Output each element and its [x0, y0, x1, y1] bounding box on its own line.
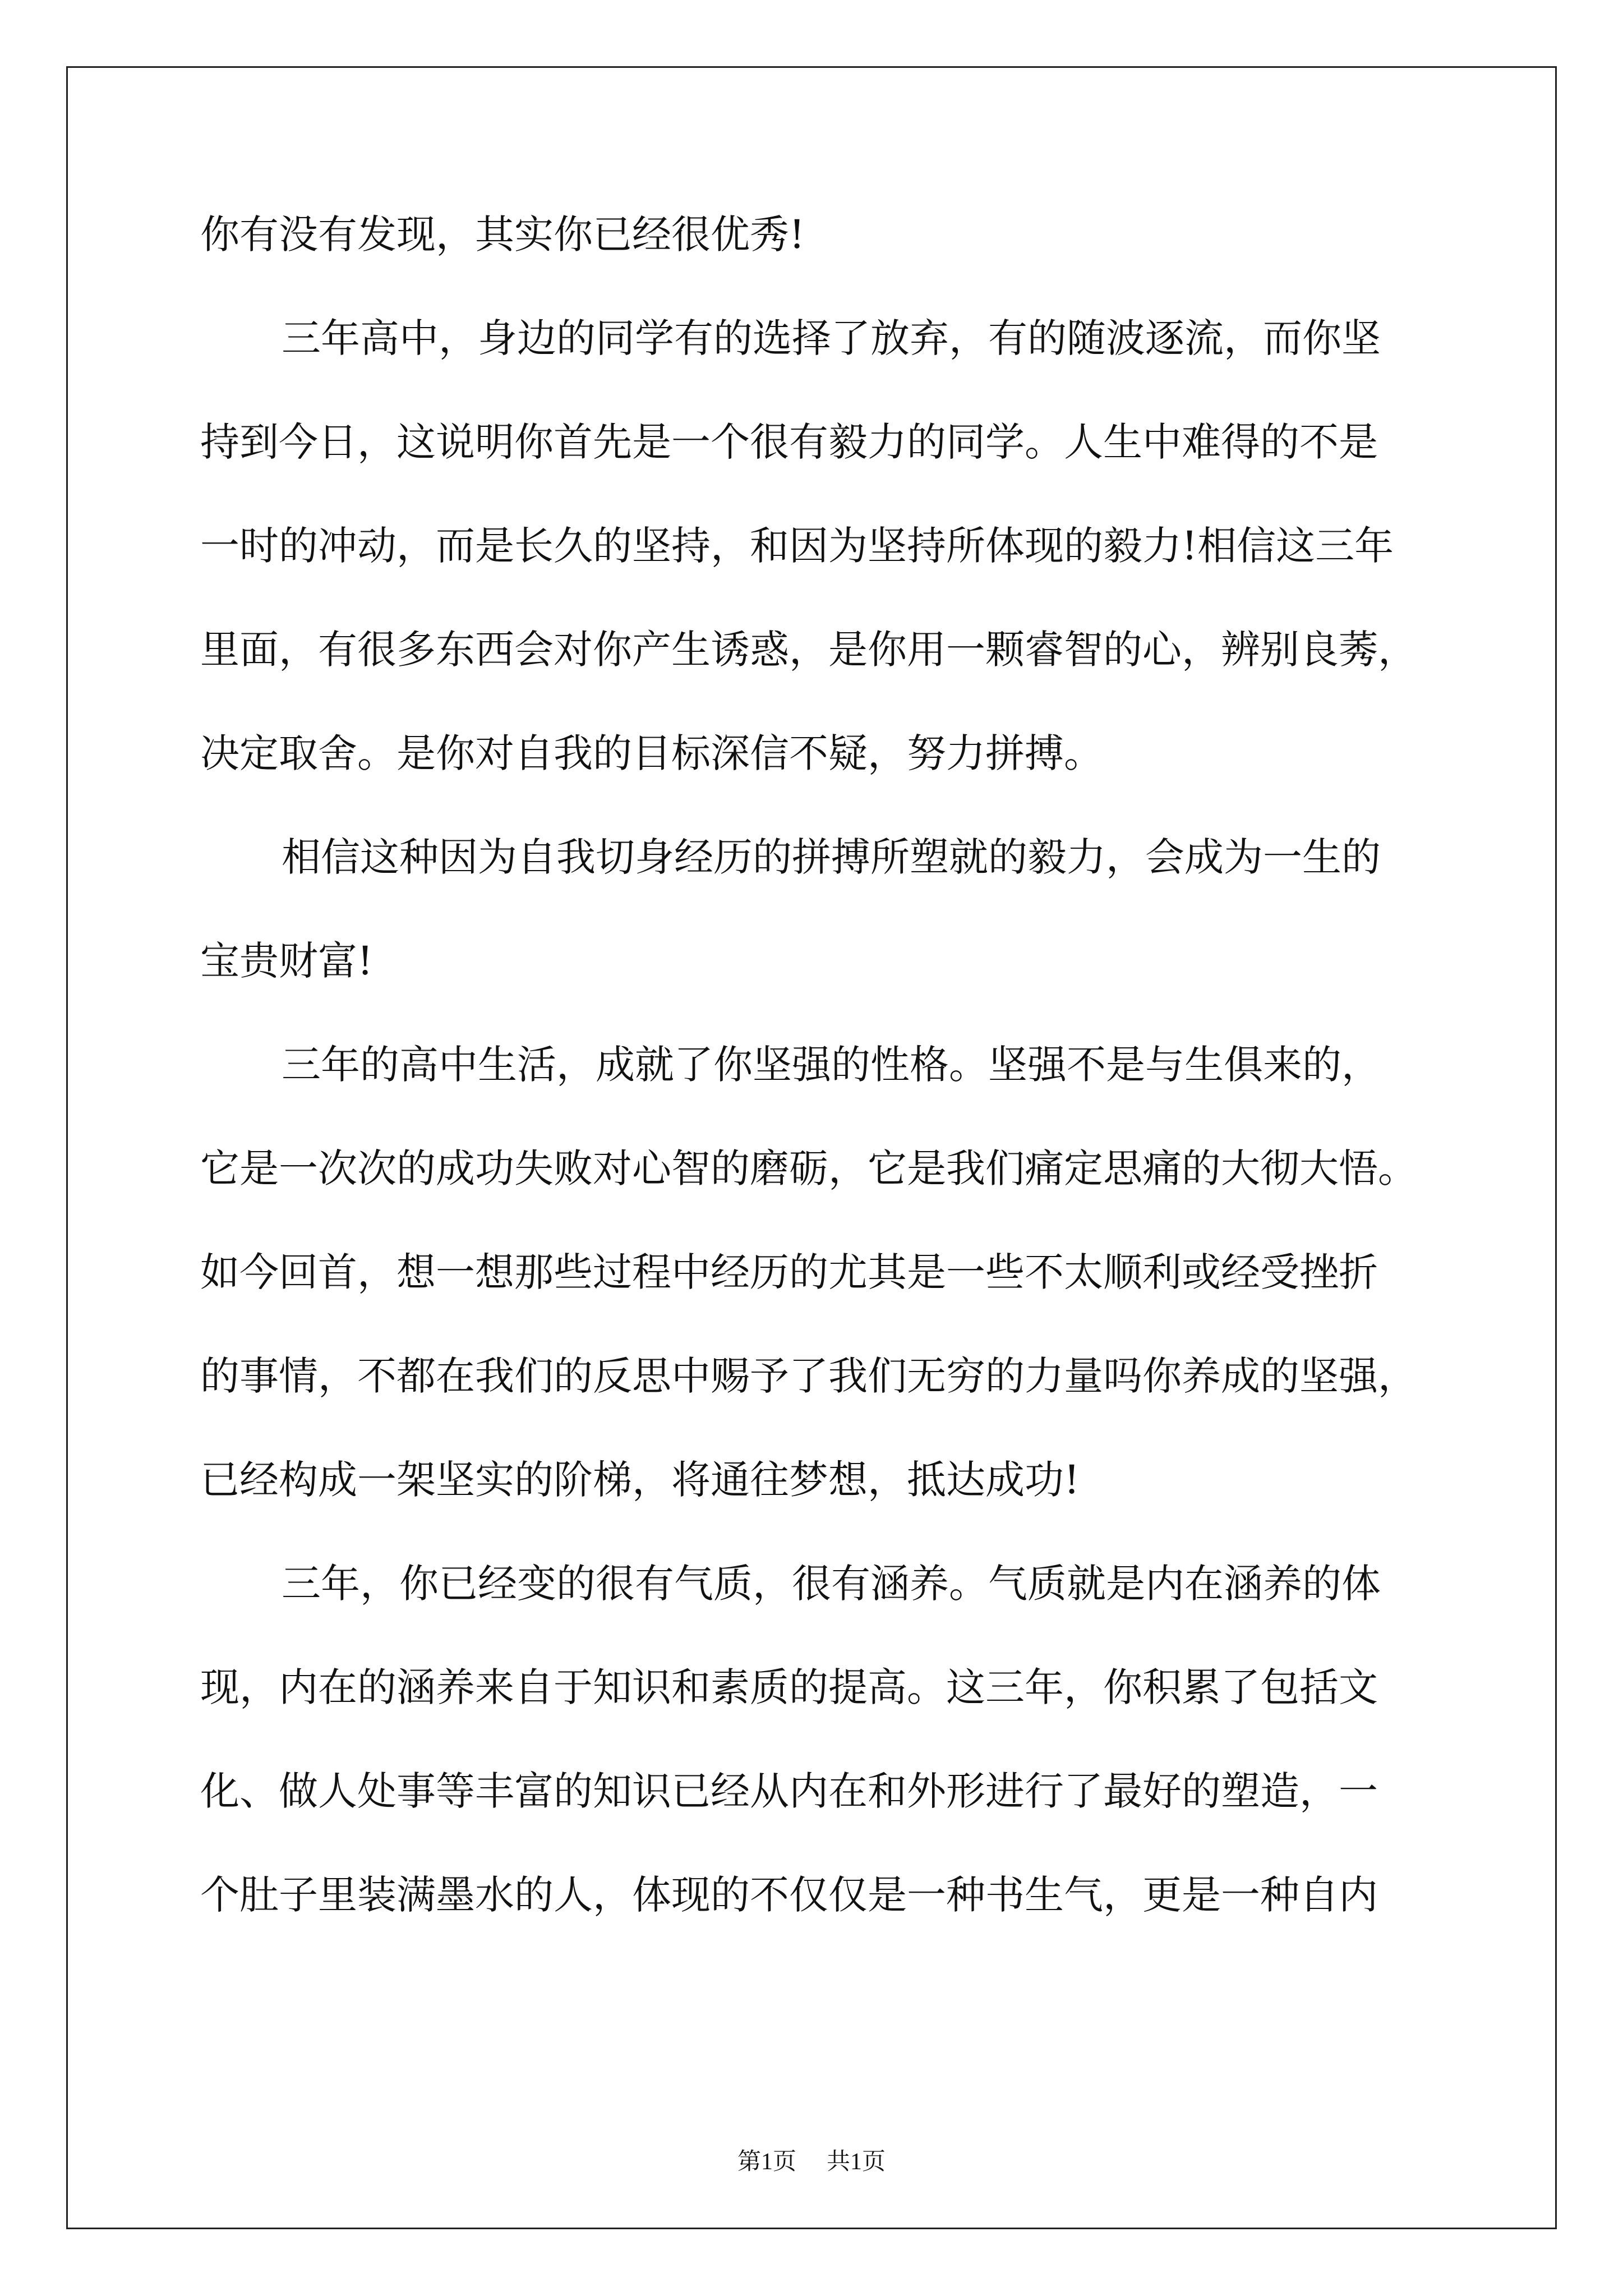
body-line: 三年的高中生活，成就了你坚强的性格。坚强不是与生俱来的，: [282, 1042, 1381, 1088]
body-line: 里面，有很多东西会对你产生诱惑，是你用一颗睿智的心，辨别良莠，: [200, 627, 1417, 673]
body-line: 个肚子里装满墨水的人，体现的不仅仅是一种书生气，更是一种自内: [200, 1872, 1378, 1918]
body-line: 三年，你已经变的很有气质，很有涵养。气质就是内在涵养的体: [282, 1561, 1381, 1607]
body-line: 现，内在的涵养来自于知识和素质的提高。这三年，你积累了包括文: [200, 1664, 1378, 1710]
body-line: 已经构成一架坚实的阶梯，将通往梦想，抵达成功!: [200, 1457, 1080, 1503]
body-line: 相信这种因为自我切身经历的拼搏所塑就的毅力，会成为一生的: [282, 834, 1381, 880]
body-line: 三年高中，身边的同学有的选择了放弃，有的随波逐流，而你坚: [282, 315, 1381, 361]
page-number: 第1页: [737, 2149, 796, 2175]
body-line: 决定取舍。是你对自我的目标深信不疑，努力拼搏。: [200, 730, 1103, 776]
body-line: 它是一次次的成功失败对心智的磨砺，它是我们痛定思痛的大彻大悟。: [200, 1145, 1417, 1191]
body-line: 的事情，不都在我们的反思中赐予了我们无穷的力量吗你养成的坚强，: [200, 1353, 1417, 1399]
body-line: 你有没有发现，其实你已经很优秀!: [200, 211, 805, 257]
page-total: 共1页: [827, 2149, 886, 2175]
body-line: 化、做人处事等丰富的知识已经从内在和外形进行了最好的塑造，一: [200, 1768, 1378, 1814]
body-line: 持到今日，这说明你首先是一个很有毅力的同学。人生中难得的不是: [200, 419, 1378, 465]
body-line: 如今回首，想一想那些过程中经历的尤其是一些不太顺利或经受挫折: [200, 1249, 1378, 1295]
body-line: 宝贵财富!: [200, 938, 374, 984]
page-footer: [0, 2146, 1623, 2178]
body-line: 一时的冲动，而是长久的坚持，和因为坚持所体现的毅力!相信这三年: [200, 523, 1394, 569]
